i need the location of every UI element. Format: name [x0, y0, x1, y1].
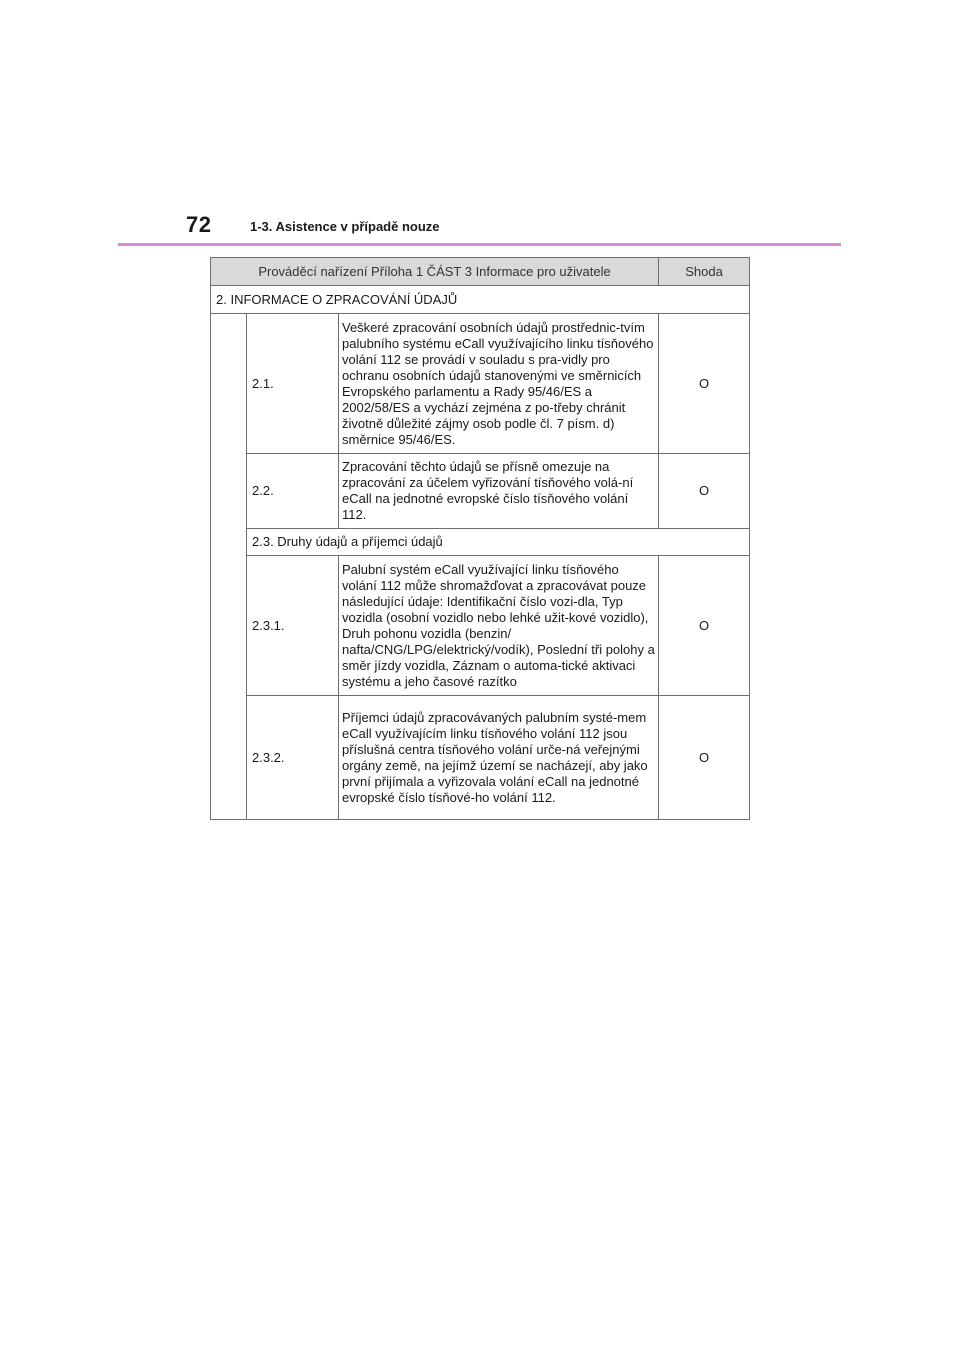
section-heading-2: 2. INFORMACE O ZPRACOVÁNÍ ÚDAJŮ [211, 286, 750, 314]
table-header-row [211, 258, 750, 286]
compliance-mark: O [659, 556, 750, 696]
column-header-compliance: Shoda [659, 258, 750, 286]
compliance-mark: O [659, 696, 750, 820]
compliance-mark: O [659, 314, 750, 454]
item-text: Zpracování těchto údajů se přísně omezuje na zpracování za účelem vyřizování tísňového volá-ní eCall na jednotné evropské číslo tísňového volání 112. [339, 454, 659, 529]
section-title: 1-3. Asistence v případě nouze [250, 219, 440, 234]
item-number: 2.3.1. [247, 556, 339, 696]
page-number: 72 [186, 212, 212, 237]
item-number: 2.3.2. [247, 696, 339, 820]
table-row [211, 314, 750, 454]
section-row-2-3 [211, 529, 750, 556]
item-number: 2.1. [247, 314, 339, 454]
column-header-regulation: Prováděcí nařízení Příloha 1 ČÁST 3 Informace pro uživatele [211, 258, 659, 286]
section-heading-2-3: 2.3. Druhy údajů a příjemci údajů [247, 529, 750, 556]
item-text: Palubní systém eCall využívající linku tísňového volání 112 může shromažďovat a zpracovávat pouze následující údaje: Identifikační číslo vozi-dla, Typ vozidla (osobní vozidlo nebo lehké užit-kové vozidlo), Druh pohonu vozidla (benzin/ nafta/CNG/LPG/elektrický/vodík), Poslední tři polohy a směr jízdy vozidla, Záznam o automa-tické aktivaci systému a jeho časové razítko [339, 556, 659, 696]
table-row [211, 556, 750, 696]
compliance-table [210, 257, 750, 820]
table-row [211, 454, 750, 529]
item-number: 2.2. [247, 454, 339, 529]
header-divider [118, 243, 841, 246]
indent-cell [211, 314, 247, 820]
compliance-mark: O [659, 454, 750, 529]
table-row [211, 696, 750, 820]
section-row-2 [211, 286, 750, 314]
item-text: Veškeré zpracování osobních údajů prostřednic-tvím palubního systému eCall využívajícího linku tísňového volání 112 se provádí v souladu s pra-vidly pro ochranu osobních údajů stanovenými ve směrnicích Evropského parlamentu a Rady 95/46/ES a 2002/58/ES a vychází zejména z po-třeby chránit životně důležité zájmy osob podle čl. 7 písm. d) směrnice 95/46/ES. [339, 314, 659, 454]
item-text: Příjemci údajů zpracovávaných palubním systé-mem eCall využívajícím linku tísňového volání 112 jsou příslušná centra tísňového volání urče-ná veřejnými orgány země, na jejímž území se nacházejí, aby jako první přijímala a vyřizovala volání eCall na jednotné evropské číslo tísňové-ho volání 112. [339, 696, 659, 820]
